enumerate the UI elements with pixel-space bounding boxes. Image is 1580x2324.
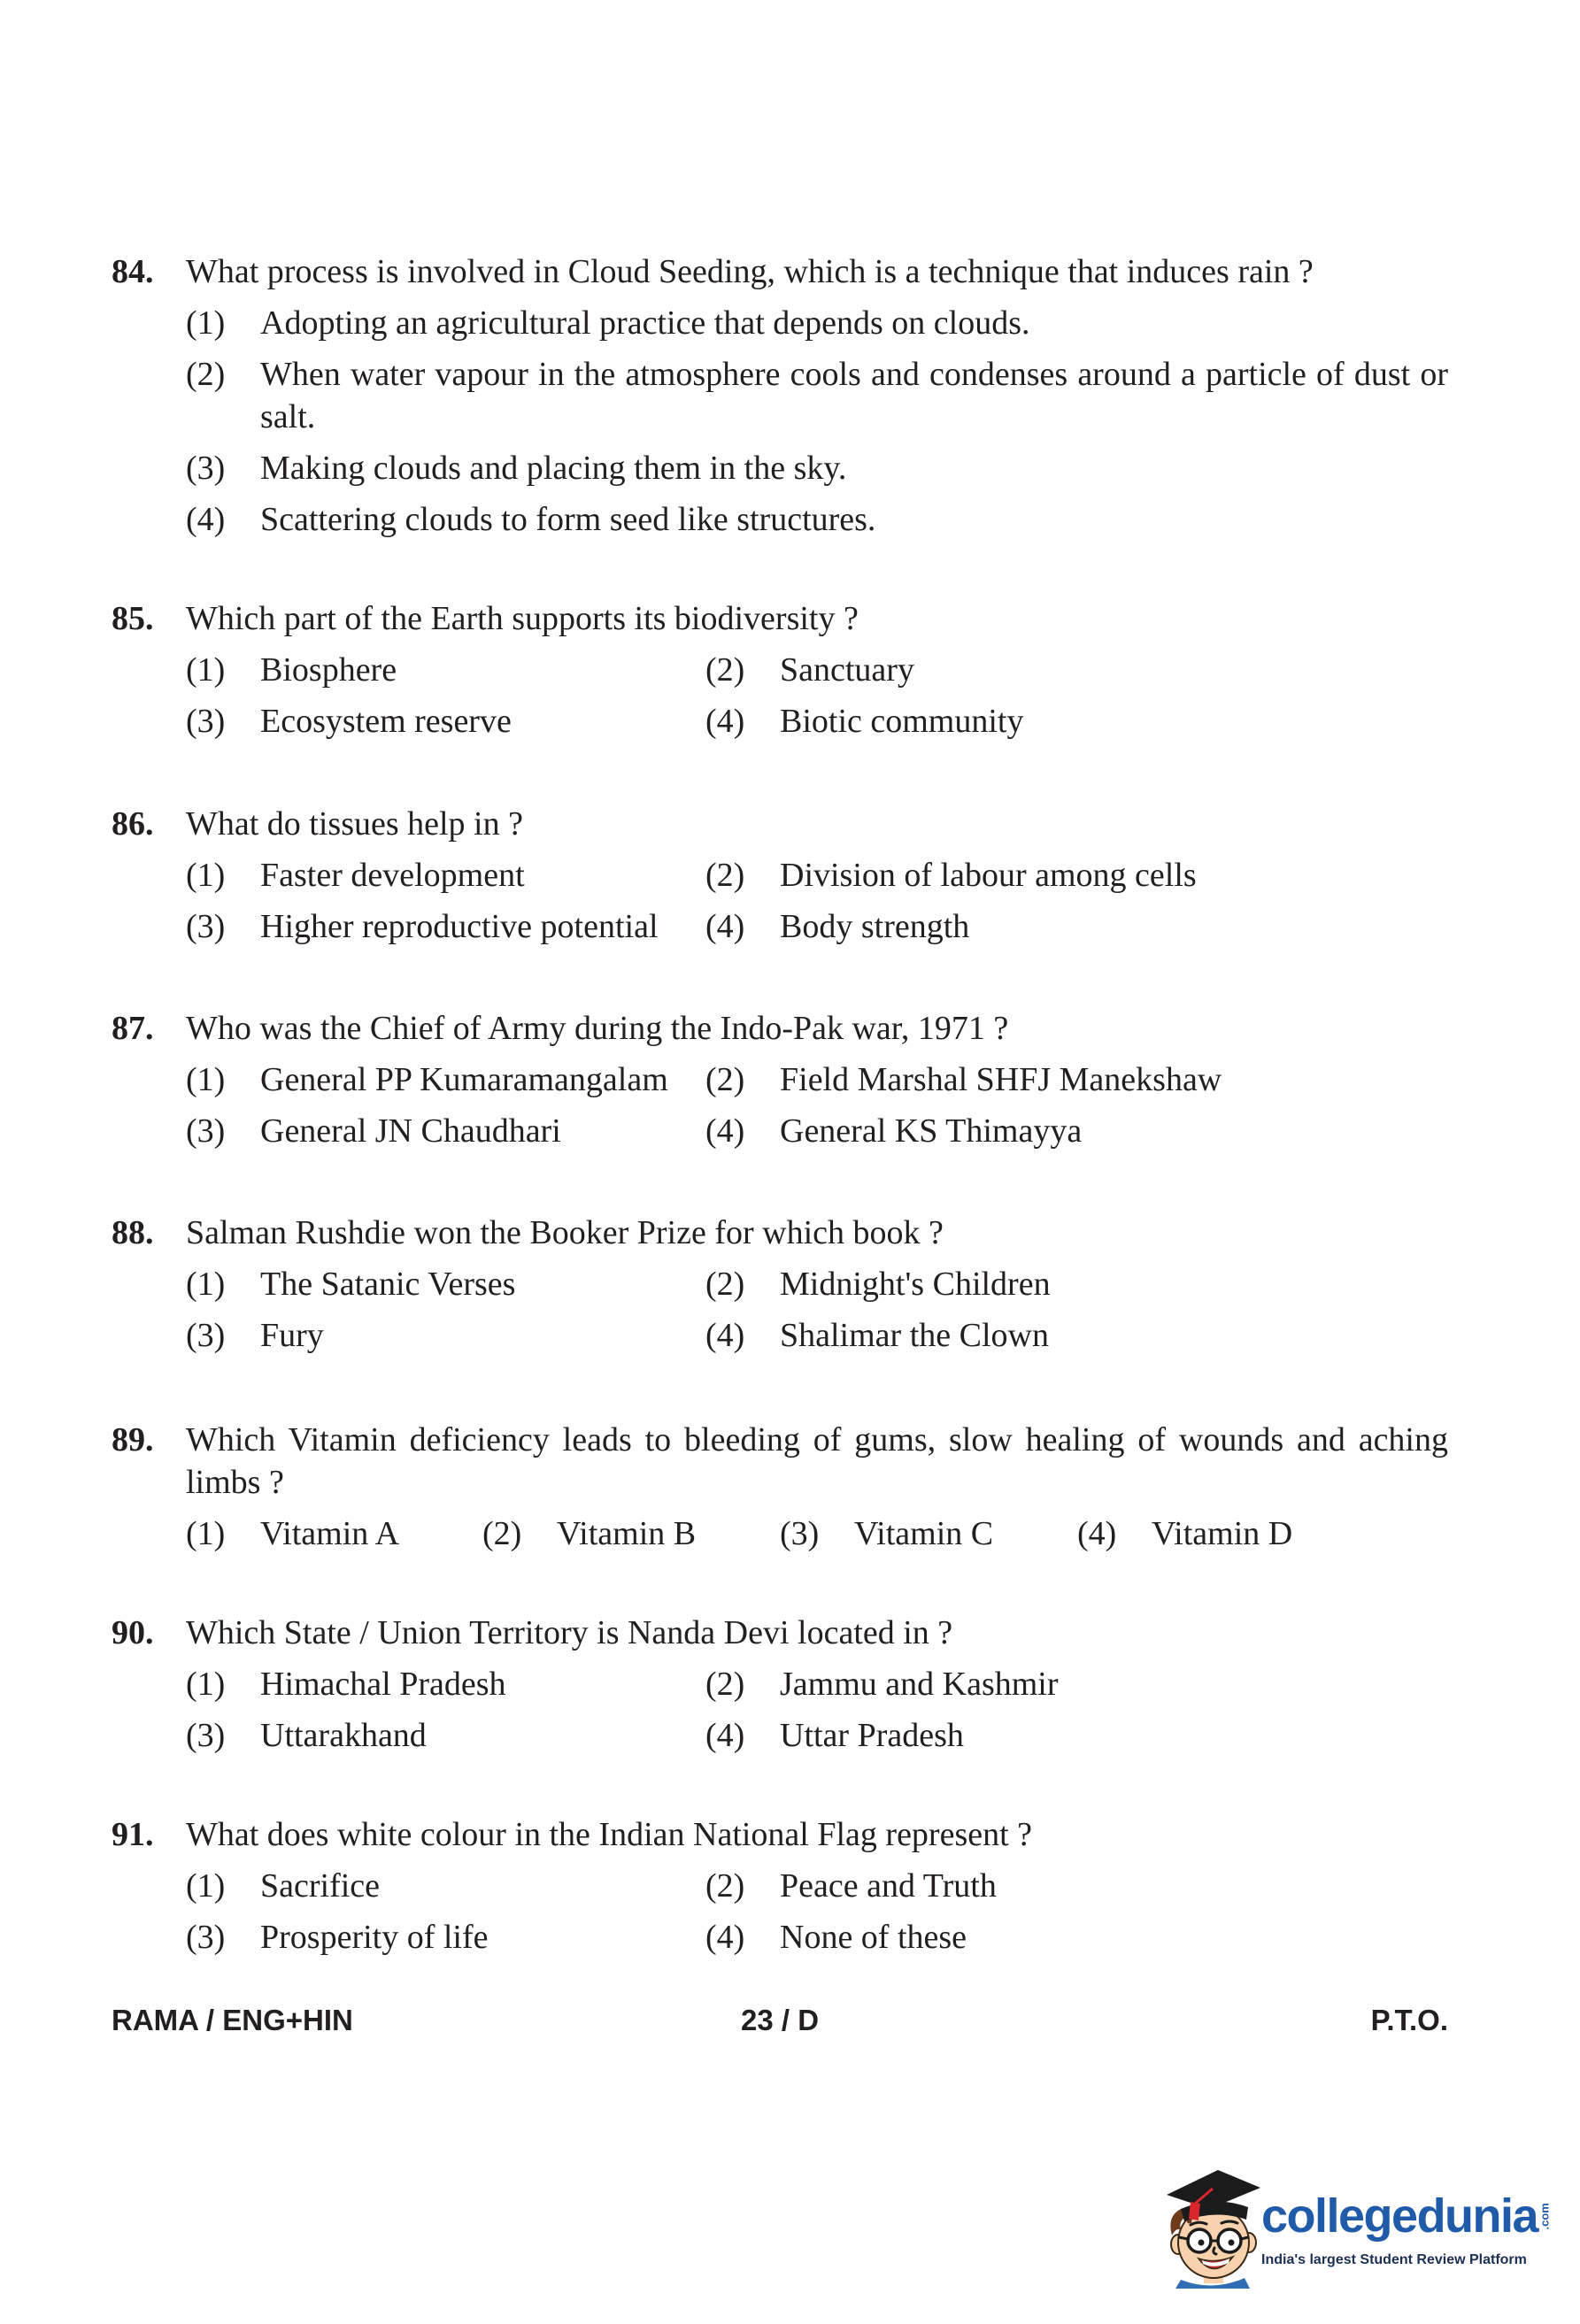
option-3 — [186, 1916, 705, 1958]
option-label: (3) — [186, 1317, 226, 1354]
mascot-icon — [1151, 2165, 1261, 2289]
option-text: Faster development — [260, 857, 525, 894]
question-89 — [112, 1419, 1448, 1555]
option-label: (4) — [705, 703, 745, 740]
option-text: Adopting an agricultural practice that depends on clouds. — [260, 304, 1030, 342]
question-text: What does white colour in the Indian National Flag represent ? — [186, 1816, 1033, 1853]
page-number: 23 / D — [740, 2004, 820, 2036]
options-list — [186, 1263, 1448, 1357]
question-87 — [112, 1007, 1448, 1152]
brand-tagline: India's largest Student Review Platform — [1261, 2252, 1527, 2267]
option-text: Himachal Pradesh — [260, 1666, 506, 1703]
option-text: Midnight's Children — [780, 1266, 1051, 1303]
option-label: (3) — [186, 1717, 226, 1754]
options-list — [186, 854, 1448, 948]
question-number: 85. — [112, 600, 154, 637]
question-text: Salman Rushdie won the Booker Prize for which book ? — [186, 1214, 944, 1251]
option-label: (2) — [482, 1515, 522, 1552]
option-text: Vitamin A — [260, 1515, 400, 1552]
option-text: Jammu and Kashmir — [780, 1666, 1059, 1703]
option-label: (3) — [186, 1112, 226, 1150]
option-label: (2) — [705, 1666, 745, 1703]
option-label: (4) — [705, 1317, 745, 1354]
option-1 — [186, 649, 705, 691]
question-number: 89. — [112, 1421, 154, 1458]
mascot-tassel — [1189, 2202, 1200, 2220]
option-label: (4) — [705, 1112, 745, 1150]
option-3 — [186, 700, 705, 743]
option-4 — [186, 498, 1448, 541]
option-2 — [705, 1263, 1448, 1305]
option-2 — [705, 1663, 1448, 1705]
option-label: (1) — [186, 1867, 226, 1905]
paper-code: RAMA / ENG+HIN — [112, 2004, 353, 2036]
option-2 — [705, 854, 1448, 897]
question-text: What process is involved in Cloud Seeding, which is a technique that induces rain ? — [186, 253, 1314, 290]
option-text: General PP Kumaramangalam — [260, 1061, 668, 1098]
option-3 — [186, 1110, 705, 1152]
option-2 — [482, 1512, 780, 1555]
option-text: Division of labour among cells — [780, 857, 1197, 894]
mascot-mortarboard — [1167, 2170, 1260, 2209]
option-1 — [186, 854, 705, 897]
option-label: (2) — [705, 1266, 745, 1303]
please-turn-over: P.T.O. — [1370, 2004, 1448, 2036]
option-label: (3) — [186, 908, 226, 945]
question-number: 91. — [112, 1816, 154, 1853]
option-2 — [705, 649, 1448, 691]
option-label: (4) — [705, 1919, 745, 1956]
options-list — [186, 1512, 1448, 1555]
option-text: Ecosystem reserve — [260, 703, 512, 740]
option-text: Field Marshal SHFJ Manekshaw — [780, 1061, 1222, 1098]
option-text: Higher reproductive potential — [260, 908, 659, 945]
question-88 — [112, 1212, 1448, 1357]
option-text: General KS Thimayya — [780, 1112, 1083, 1150]
option-text: Shalimar the Clown — [780, 1317, 1049, 1354]
option-text: Fury — [260, 1317, 324, 1354]
option-text: When water vapour in the atmosphere cools and condenses around a particle of dust or salt. — [260, 356, 1448, 435]
option-text: Biotic community — [780, 703, 1024, 740]
page-footer — [112, 2003, 1448, 2038]
option-text: Vitamin B — [557, 1515, 697, 1552]
options-list — [186, 1865, 1448, 1958]
brand-name: collegedunia — [1261, 2189, 1538, 2243]
question-86 — [112, 803, 1448, 948]
question-number: 84. — [112, 253, 154, 290]
option-label: (4) — [705, 1717, 745, 1754]
option-4 — [705, 1314, 1448, 1357]
option-label: (2) — [186, 356, 226, 393]
option-4 — [705, 1110, 1448, 1152]
question-text: Which part of the Earth supports its biodiversity ? — [186, 600, 859, 637]
option-text: Peace and Truth — [780, 1867, 997, 1905]
question-85 — [112, 597, 1448, 743]
option-3 — [186, 1314, 705, 1357]
option-label: (3) — [780, 1515, 820, 1552]
brand-domain-suffix: .com — [1538, 2203, 1552, 2230]
option-label: (1) — [186, 651, 226, 689]
question-84 — [112, 250, 1448, 541]
question-text: What do tissues help in ? — [186, 805, 523, 843]
option-3 — [780, 1512, 1077, 1555]
option-label: (2) — [705, 857, 745, 894]
question-text: Which Vitamin deficiency leads to bleeding of gums, slow healing of wounds and aching limbs ? — [186, 1421, 1448, 1501]
option-label: (2) — [705, 1867, 745, 1905]
option-text: Vitamin D — [1152, 1515, 1293, 1552]
option-2 — [186, 353, 1448, 438]
option-3 — [186, 905, 705, 948]
option-label: (3) — [186, 450, 226, 487]
option-text: Uttarakhand — [260, 1717, 427, 1754]
option-label: (2) — [705, 1061, 745, 1098]
option-label: (1) — [186, 857, 226, 894]
option-4 — [705, 905, 1448, 948]
options-list — [186, 1058, 1448, 1152]
option-label: (4) — [186, 501, 226, 538]
option-label: (1) — [186, 1515, 226, 1552]
option-4 — [705, 700, 1448, 743]
option-text: Making clouds and placing them in the sky. — [260, 450, 847, 487]
option-label: (3) — [186, 1919, 226, 1956]
option-1 — [186, 1058, 705, 1101]
option-text: Biosphere — [260, 651, 397, 689]
option-4 — [1077, 1512, 1448, 1555]
option-1 — [186, 1263, 705, 1305]
question-number: 86. — [112, 805, 154, 843]
option-text: Body strength — [780, 908, 970, 945]
option-label: (4) — [705, 908, 745, 945]
options-list — [186, 649, 1448, 743]
option-label: (1) — [186, 304, 226, 342]
option-text: None of these — [780, 1919, 967, 1956]
question-90 — [112, 1612, 1448, 1757]
option-1 — [186, 302, 1448, 344]
option-label: (2) — [705, 651, 745, 689]
option-4 — [705, 1916, 1448, 1958]
question-91 — [112, 1813, 1448, 1958]
option-2 — [705, 1058, 1448, 1101]
option-3 — [186, 447, 1448, 489]
option-1 — [186, 1663, 705, 1705]
option-1 — [186, 1512, 482, 1555]
question-number: 87. — [112, 1010, 154, 1047]
collegedunia-logo — [1151, 2165, 1558, 2297]
option-text: Vitamin C — [854, 1515, 994, 1552]
option-3 — [186, 1714, 705, 1757]
question-text: Which State / Union Territory is Nanda Devi located in ? — [186, 1614, 953, 1651]
mascot-eye-left — [1198, 2240, 1205, 2246]
options-list — [186, 302, 1448, 541]
option-label: (3) — [186, 703, 226, 740]
question-text: Who was the Chief of Army during the Indo-Pak war, 1971 ? — [186, 1010, 1009, 1047]
option-text: Sanctuary — [780, 651, 914, 689]
option-label: (1) — [186, 1666, 226, 1703]
option-2 — [705, 1865, 1448, 1907]
option-text: The Satanic Verses — [260, 1266, 516, 1303]
mascot-eye-right — [1229, 2240, 1235, 2246]
option-label: (1) — [186, 1061, 226, 1098]
option-label: (4) — [1077, 1515, 1117, 1552]
option-label: (1) — [186, 1266, 226, 1303]
question-number: 88. — [112, 1214, 154, 1251]
option-4 — [705, 1714, 1448, 1757]
option-text: Sacrifice — [260, 1867, 381, 1905]
options-list — [186, 1663, 1448, 1757]
option-text: Uttar Pradesh — [780, 1717, 964, 1754]
question-number: 90. — [112, 1614, 154, 1651]
option-1 — [186, 1865, 705, 1907]
option-text: Prosperity of life — [260, 1919, 489, 1956]
option-text: General JN Chaudhari — [260, 1112, 561, 1150]
option-text: Scattering clouds to form seed like structures. — [260, 501, 876, 538]
